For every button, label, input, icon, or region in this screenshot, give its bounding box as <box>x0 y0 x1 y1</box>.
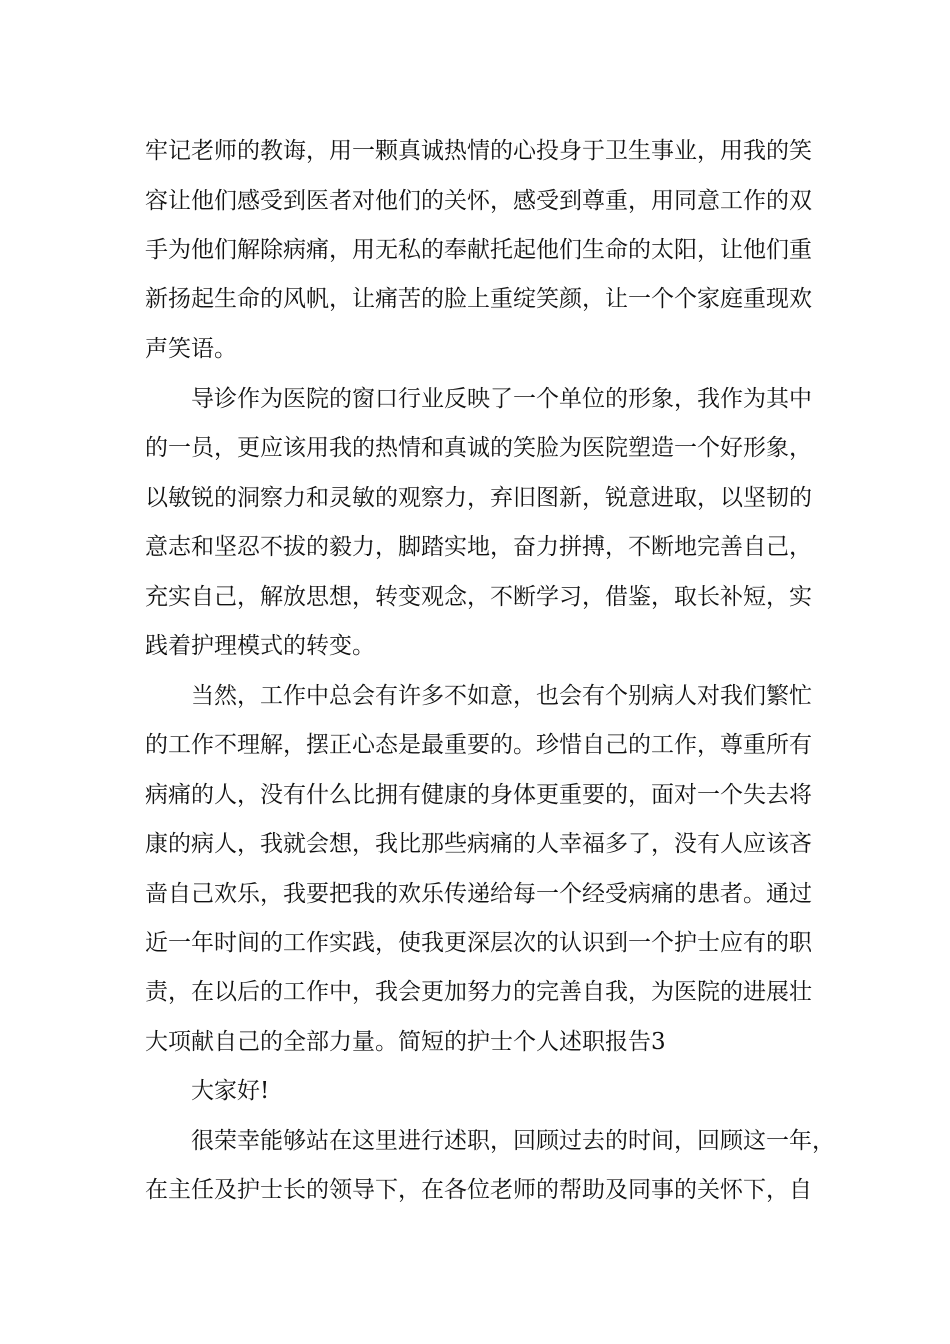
text-line: 近一年时间的工作实践，使我更深层次的认识到一个护士应有的职 <box>145 930 812 956</box>
text-line: 大项献自己的全部力量。简短的护士个人述职报告3 <box>145 1029 666 1055</box>
text-line: 牢记老师的教诲，用一颗真诚热情的心投身于卫生事业，用我的笑 <box>145 138 812 164</box>
text-line: 充实自己，解放思想，转变观念，不断学习，借鉴，取长补短，实 <box>145 584 812 610</box>
text-line: 责，在以后的工作中，我会更加努力的完善自我，为医院的进展壮 <box>145 979 812 1005</box>
text-line: 容让他们感受到医者对他们的关怀，感受到尊重，用同意工作的双 <box>145 188 812 214</box>
text-line: 意志和坚忍不拔的毅力，脚踏实地，奋力拼搏，不断地完善自己， <box>145 534 812 560</box>
paragraph-first-line: 很荣幸能够站在这里进行述职，回顾过去的时间，回顾这一年， <box>191 1128 835 1154</box>
text-line: 践着护理模式的转变。 <box>145 633 375 659</box>
text-line: 声笑语。 <box>145 336 237 362</box>
text-line: 的一员，更应该用我的热情和真诚的笑脸为医院塑造一个好形象， <box>145 435 812 461</box>
text-line: 手为他们解除病痛，用无私的奉献托起他们生命的太阳，让他们重 <box>145 237 812 263</box>
text-line: 的工作不理解，摆正心态是最重要的。珍惜自己的工作，尊重所有 <box>145 732 812 758</box>
paragraph-first-line: 当然，工作中总会有许多不如意，也会有个别病人对我们繁忙 <box>191 683 812 709</box>
text-line: 康的病人，我就会想，我比那些病痛的人幸福多了，没有人应该吝 <box>145 831 812 857</box>
text-line: 新扬起生命的风帆，让痛苦的脸上重绽笑颜，让一个个家庭重现欢 <box>145 286 812 312</box>
text-line: 在主任及护士长的领导下，在各位老师的帮助及同事的关怀下，自 <box>145 1177 812 1203</box>
paragraph-first-line: 导诊作为医院的窗口行业反映了一个单位的形象，我作为其中 <box>191 386 812 412</box>
text-line: 以敏锐的洞察力和灵敏的观察力，弃旧图新，锐意进取，以坚韧的 <box>145 485 812 511</box>
greeting-line: 大家好! <box>191 1078 270 1104</box>
text-line: 病痛的人，没有什么比拥有健康的身体更重要的，面对一个失去将 <box>145 782 812 808</box>
text-line: 啬自己欢乐，我要把我的欢乐传递给每一个经受病痛的患者。通过 <box>145 881 812 907</box>
